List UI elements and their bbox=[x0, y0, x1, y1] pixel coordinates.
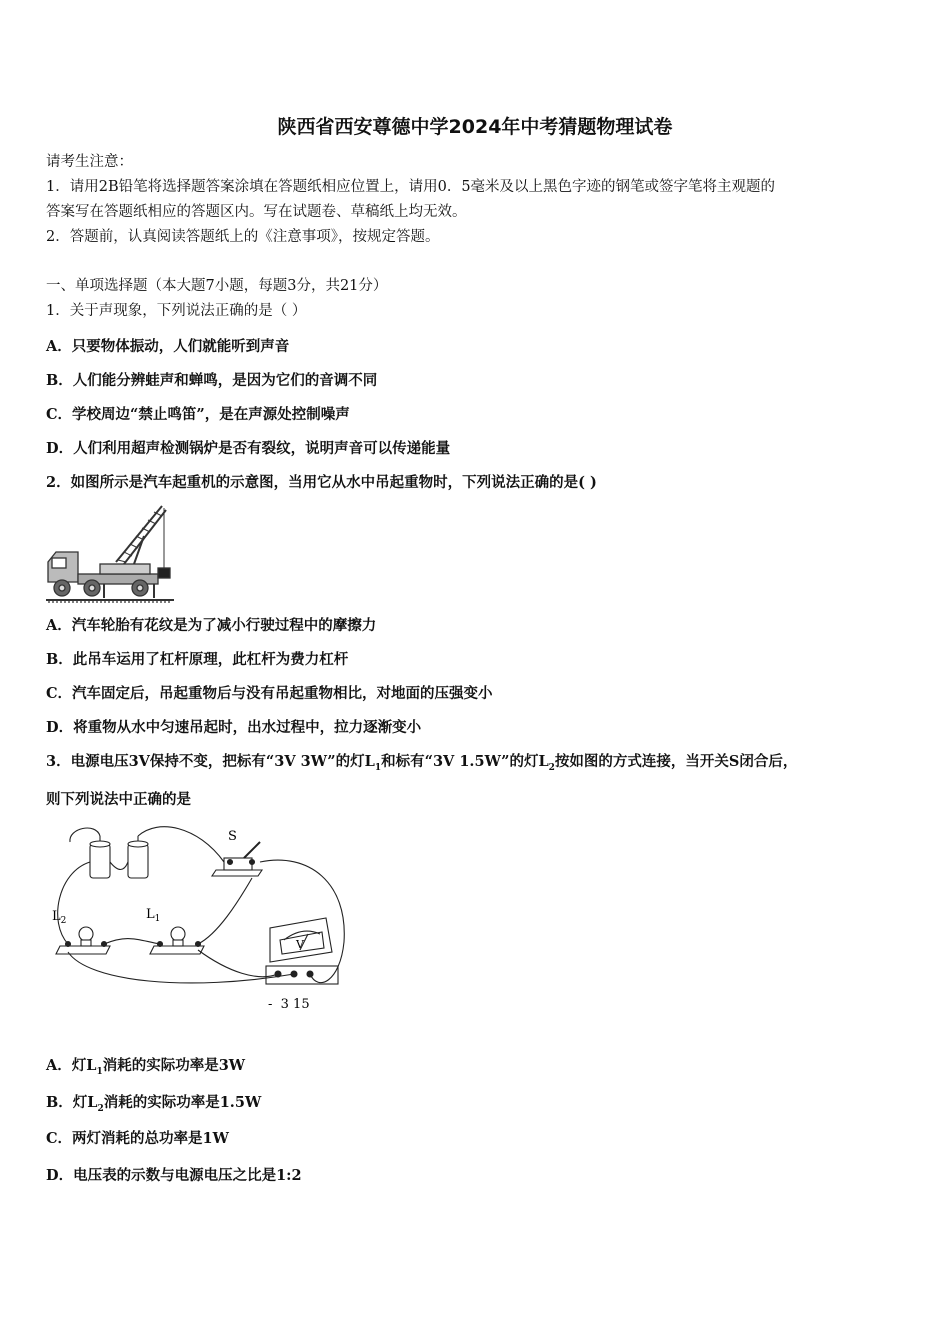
q1-stem: 1．关于声现象，下列说法正确的是（ ） bbox=[46, 303, 307, 319]
lamp-l1-label bbox=[146, 907, 160, 924]
q3-stem-sub-2: 2 bbox=[548, 762, 555, 773]
section-heading: 一、单项选择题（本大题7小题，每题3分，共21分） bbox=[46, 278, 388, 294]
q3-option-d: D．电压表的示数与电源电压之比是1:2 bbox=[46, 1167, 302, 1184]
q2-option-d: D．将重物从水中匀速吊起时，出水过程中，拉力逐渐变小 bbox=[46, 719, 422, 736]
q2-option-b: B．此吊车运用了杠杆原理，此杠杆为费力杠杆 bbox=[46, 651, 349, 668]
notice-item-1-line-2: 答案写在答题纸相应的答题区内。写在试题卷、草稿纸上均无效。 bbox=[46, 204, 467, 220]
crane-truck-drawing bbox=[46, 506, 174, 602]
q3-stem-part-c: 按如图的方式连接，当开关S闭合后， bbox=[554, 753, 798, 770]
q3-stem bbox=[46, 753, 797, 774]
q3-stem-part-b: 和标有“3V 1.5W”的灯L bbox=[381, 753, 549, 770]
q1-option-b: B．人们能分辨蛙声和蝉鸣，是因为它们的音调不同 bbox=[46, 372, 378, 389]
q2-stem: 2．如图所示是汽车起重机的示意图，当用它从水中吊起重物时，下列说法正确的是( ) bbox=[46, 474, 597, 491]
notice-item-2: 2．答题前，认真阅读答题纸上的《注意事项》，按规定答题。 bbox=[46, 229, 440, 245]
q2-option-a: A．汽车轮胎有花纹是为了减小行驶过程中的摩擦力 bbox=[46, 617, 377, 634]
crane-truck-figure bbox=[44, 500, 179, 606]
q2-option-c: C．汽车固定后，吊起重物后与没有吊起重物相比，对地面的压强变小 bbox=[46, 685, 493, 702]
q3-stem-part-a: 3．电源电压3V保持不变，把标有“3V 3W”的灯L bbox=[46, 753, 375, 770]
q3-option-b-post: 消耗的实际功率是1.5W bbox=[103, 1094, 262, 1111]
notice-heading: 请考生注意： bbox=[46, 154, 133, 170]
lamp-l2-label bbox=[52, 909, 66, 926]
voltmeter-label: V bbox=[296, 938, 304, 951]
q3-option-b-pre: B．灯L bbox=[46, 1094, 98, 1111]
q3-option-c: C．两灯消耗的总功率是1W bbox=[46, 1130, 229, 1147]
notice-item-1-line-1: 1．请用2B铅笔将选择题答案涂填在答题纸相应位置上，请用0．5毫米及以上黑色字迹的钢笔或签字笔将主观题的 bbox=[46, 179, 776, 195]
q3-option-a-sub: 1 bbox=[96, 1066, 103, 1077]
circuit-figure bbox=[48, 822, 353, 1017]
q1-option-a: A．只要物体振动，人们就能听到声音 bbox=[46, 338, 290, 355]
q1-option-c: C．学校周边“禁止鸣笛”，是在声源处控制噪声 bbox=[46, 406, 350, 423]
voltmeter-terminals: - 3 15 bbox=[268, 997, 310, 1012]
q3-option-a bbox=[46, 1057, 245, 1078]
q3-option-b-sub: 2 bbox=[97, 1103, 104, 1114]
lamp-l1-subscript: 1 bbox=[154, 914, 161, 924]
switch-label: S bbox=[228, 829, 237, 844]
q3-stem-sub-1: 1 bbox=[374, 762, 382, 773]
q3-option-a-pre: A．灯L bbox=[46, 1057, 97, 1074]
q3-option-a-post: 消耗的实际功率是3W bbox=[102, 1057, 246, 1074]
lamp-l1-letter: L bbox=[146, 907, 155, 922]
lamp-l2-letter: L bbox=[52, 909, 61, 924]
page-title: 陕西省西安尊德中学2024年中考猜题物理试卷 bbox=[277, 116, 673, 138]
lamp-l2-subscript: 2 bbox=[60, 916, 67, 926]
circuit-drawing bbox=[56, 827, 344, 984]
q3-stem-line-2: 则下列说法中正确的是 bbox=[46, 791, 191, 808]
q3-option-b bbox=[46, 1094, 261, 1115]
q1-option-d: D．人们利用超声检测锅炉是否有裂纹，说明声音可以传递能量 bbox=[46, 440, 451, 457]
